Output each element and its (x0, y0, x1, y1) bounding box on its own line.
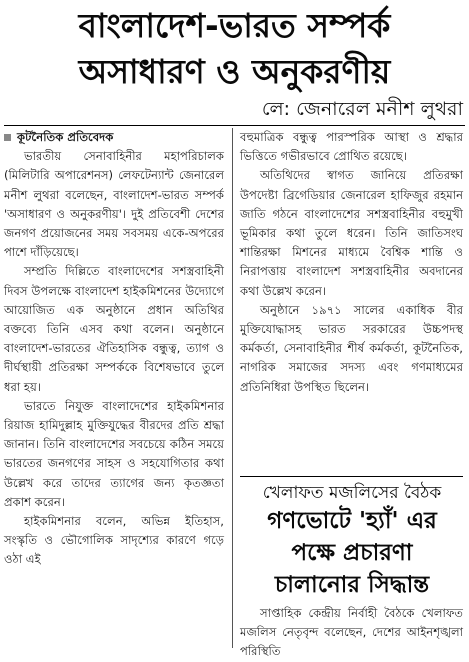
second-article-headline-3: চালানোর সিদ্ধান্ত (274, 572, 430, 598)
article-paragraph: সম্প্রতি দিল্লিতে বাংলাদেশের সশস্ত্রবাহিনী দিবস উপলক্ষে বাংলাদেশ হাইকমিশনের উদ্যোগে আয়োজিত এক অনুষ্ঠানে প্রধান অতিথির বক্তব্যে তিনি এসব কথা বলেন। অনুষ্ঠানে বাংলাদেশ-ভারতের ঐতিহাসিক বন্ধুত্ব, ত্যাগ ও দীর্ঘস্থায়ী প্রতিরক্ষা সম্পর্ককে বিশেষভাবে তুলে ধরা হয়। (4, 264, 224, 394)
reporter-name: কূটনৈতিক প্রতিবেদক (17, 130, 114, 144)
article-paragraph: ভারতীয় সেনাবাহিনীর মহাপরিচালক (মিলিটারি অপারেশনস) লেফটেন্যান্ট জেনারেল মনীশ লুথরা বলেছেন, বাংলাদেশ-ভারত সম্পর্ক 'অসাধারণ ও অনুকরণীয়'। দুই প্রতিবেশী দেশের জনগণ প্রয়োজনের সময় সবসময় একে-অপরের পাশে দাঁড়িয়েছে। (4, 149, 224, 260)
article-paragraph: হাইকমিশনার বলেন, অভিন্ন ইতিহাস, সংস্কৃতি ও ভৌগোলিক সাদৃশ্যের কারণে গড়ে ওঠা এই (4, 514, 224, 567)
headline-line-1: বাংলাদেশ-ভারত সম্পর্ক (78, 6, 391, 45)
article-left-column (4, 128, 224, 648)
article-paragraph: অনুষ্ঠানে ১৯৭১ সালের একাধিক বীর মুক্তিযোদ্ধাসহ ভারত সরকারের উচ্চপদস্থ কর্মকর্তা, সেনাবাহিনীর শীর্ষ কর্মকর্তা, কূটনৈতিক, নাগরিক সমাজের সদস্য এবং গণমাধ্যমের প্রতিনিধিরা উপস্থিত ছিলেন। (240, 302, 463, 394)
bullet-icon (4, 134, 11, 141)
second-article-headline-2: পক্ষে প্রচারণা (291, 540, 413, 566)
column-divider (232, 128, 233, 648)
second-article-headline-1: গণভোটে 'হ্যাঁ' এর (267, 508, 437, 534)
byline: লে: জেনারেল মনীশ লুথরা (261, 98, 463, 120)
reporter-line (4, 128, 224, 147)
section-divider (240, 476, 463, 477)
article-paragraph: অতিথিদের স্বাগত জানিয়ে প্রতিরক্ষা উপদেষ্টা ব্রিগেডিয়ার জেনারেল হাফিজুর রহমান জাতি গঠনে বাংলাদেশের সশস্ত্রবাহিনীর বহুমুখী ভূমিকার কথা তুলে ধরেন। তিনি জাতিসংঘ শান্তিরক্ষা মিশনের মাধ্যমে বৈশ্বিক শান্তি ও নিরাপত্তায় বাংলাদেশ সশস্ত্রবাহিনীর অবদানের কথা উল্লেখ করেন। (240, 168, 463, 298)
second-article-body (240, 604, 463, 659)
article-paragraph: সাপ্তাহিক কেন্দ্রীয় নির্বাহী বৈঠকে খেলাফত মজলিস নেতৃবৃন্দ বলেছেন, দেশের আইনশৃঙ্খলা পরিস্থিতি (240, 606, 463, 659)
article-right-column (240, 128, 463, 473)
headline-line-2: অসাধারণ ও অনুকরণীয় (78, 52, 391, 91)
top-divider (4, 125, 465, 126)
article-paragraph: বহুমাত্রিক বন্ধুত্ব পারস্পরিক আস্থা ও শ্রদ্ধার ভিত্তিতে গভীরভাবে প্রোথিত রয়েছে। (240, 130, 463, 164)
article-paragraph: ভারতে নিযুক্ত বাংলাদেশের হাইকমিশনার রিয়াজ হামিদুল্লাহ মুক্তিযুদ্ধের বীরদের প্রতি শ্রদ্ধা জানান। তিনি বাংলাদেশের সবচেয়ে কঠিন সময়ে ভারতের জনগণের সাহস ও সহযোগিতার কথা উল্লেখ করে তাদের ত্যাগের জন্য কৃতজ্ঞতা প্রকাশ করেন। (4, 398, 224, 509)
second-article-kicker: খেলাফত মজলিসের বৈঠক (262, 483, 442, 503)
